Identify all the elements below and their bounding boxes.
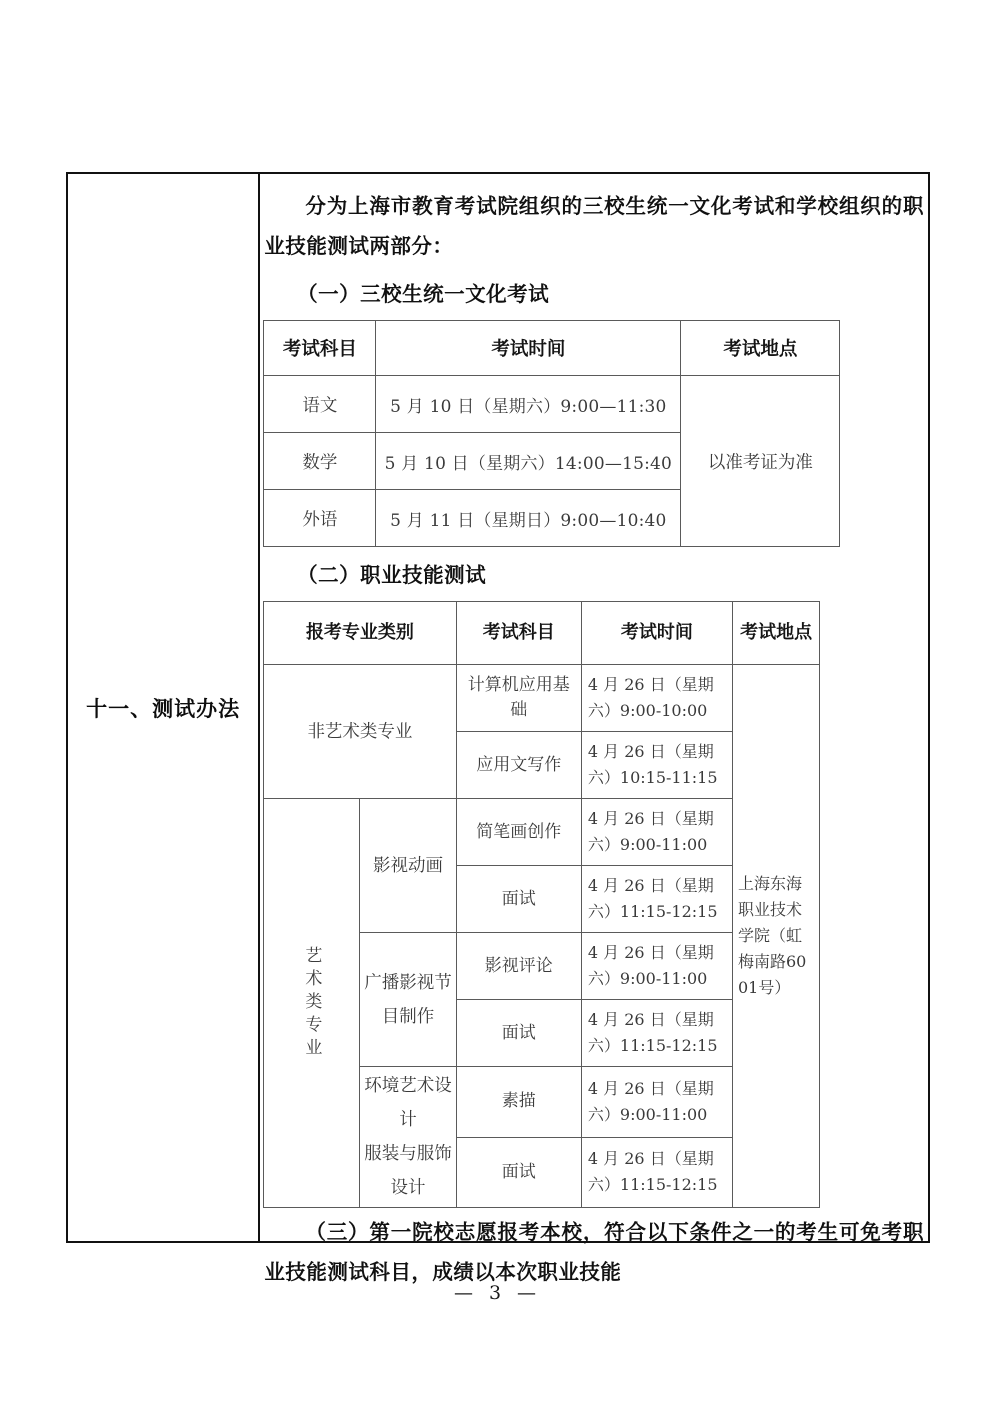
cell-subject: 计算机应用基础 xyxy=(456,665,581,732)
closing-paragraph: （三）第一院校志愿报考本校，符合以下条件之一的考生可免考职业技能测试科目，成绩以本次职业技能 xyxy=(264,1220,924,1284)
table-header-row xyxy=(264,321,840,376)
header-subject: 考试科目 xyxy=(264,321,376,376)
cell-time: 5 月 11 日（星期日）9:00—10:40 xyxy=(376,490,681,547)
dash-right: — xyxy=(517,1282,539,1304)
cell-time: 4 月 26 日（星期六）11:15-12:15 xyxy=(581,1000,732,1067)
cell-subject: 面试 xyxy=(456,1137,581,1208)
cell-subject: 语文 xyxy=(264,376,376,433)
section-label-cell xyxy=(68,174,260,1241)
cell-time: 4 月 26 日（星期六）11:15-12:15 xyxy=(581,1137,732,1208)
header-time: 考试时间 xyxy=(376,321,681,376)
culture-exam-table-head xyxy=(264,321,840,376)
cell-subject: 应用文写作 xyxy=(456,732,581,799)
cell-major-category: 影视动画 xyxy=(360,799,456,933)
cell-major-category-line1: 环境艺术设计 xyxy=(364,1076,452,1130)
heading-two: （二）职业技能测试 xyxy=(297,563,487,587)
cell-subject: 影视评论 xyxy=(456,933,581,1000)
cell-time: 5 月 10 日（星期六）14:00—15:40 xyxy=(376,433,681,490)
page-number-value: 3 xyxy=(488,1282,504,1304)
culture-exam-table xyxy=(263,320,840,547)
cell-subject: 素描 xyxy=(456,1067,581,1138)
table-row xyxy=(264,665,820,732)
cell-subject: 面试 xyxy=(456,1000,581,1067)
cell-time: 4 月 26 日（星期六）11:15-12:15 xyxy=(581,866,732,933)
dash-left: — xyxy=(453,1282,475,1304)
section-label-text: 十一、测试办法 xyxy=(86,695,241,721)
cell-art-category-vertical: 艺术类专业 xyxy=(264,799,360,1208)
spacer xyxy=(262,547,926,555)
cell-major-category-line2: 服装与服饰设计 xyxy=(364,1144,452,1198)
table-header-row xyxy=(264,602,820,665)
cell-major-category: 广播影视节目制作 xyxy=(360,933,456,1067)
cell-major-category: 非艺术类专业 xyxy=(264,665,456,799)
intro-paragraph: 分为上海市教育考试院组织的三校生统一文化考试和学校组织的职业技能测试两部分： xyxy=(264,194,924,258)
cell-location: 以准考证为准 xyxy=(681,376,840,547)
header-location: 考试地点 xyxy=(732,602,819,665)
header-time: 考试时间 xyxy=(581,602,732,665)
table-row xyxy=(264,376,840,433)
culture-exam-table-body xyxy=(264,376,840,547)
page-footer xyxy=(0,1282,992,1304)
spacer xyxy=(262,266,926,274)
cell-time: 4 月 26 日（星期六）9:00-11:00 xyxy=(581,933,732,1000)
cell-time: 4 月 26 日（星期六）9:00-11:00 xyxy=(581,1067,732,1138)
heading-one: （一）三校生统一文化考试 xyxy=(297,282,550,306)
header-subject: 考试科目 xyxy=(456,602,581,665)
cell-time: 4 月 26 日（星期六）10:15-11:15 xyxy=(581,732,732,799)
cell-time: 4 月 26 日（星期六）9:00-10:00 xyxy=(581,665,732,732)
cell-subject: 面试 xyxy=(456,866,581,933)
cell-subject: 数学 xyxy=(264,433,376,490)
section-content-cell xyxy=(260,174,928,1284)
cell-time: 4 月 26 日（星期六）9:00-11:00 xyxy=(581,799,732,866)
document-outer-frame xyxy=(66,172,930,1284)
cell-time: 5 月 10 日（星期六）9:00—11:30 xyxy=(376,376,681,433)
cell-location: 上海东海职业技术学院（虹梅南路6001号） xyxy=(732,665,819,1208)
skill-test-table-head xyxy=(264,602,820,665)
skill-test-table-body xyxy=(264,665,820,1208)
skill-test-table xyxy=(263,601,820,1208)
cell-subject: 外语 xyxy=(264,490,376,547)
header-location: 考试地点 xyxy=(681,321,840,376)
cell-subject: 简笔画创作 xyxy=(456,799,581,866)
cell-major-category xyxy=(360,1067,456,1208)
header-major-category: 报考专业类别 xyxy=(264,602,456,665)
